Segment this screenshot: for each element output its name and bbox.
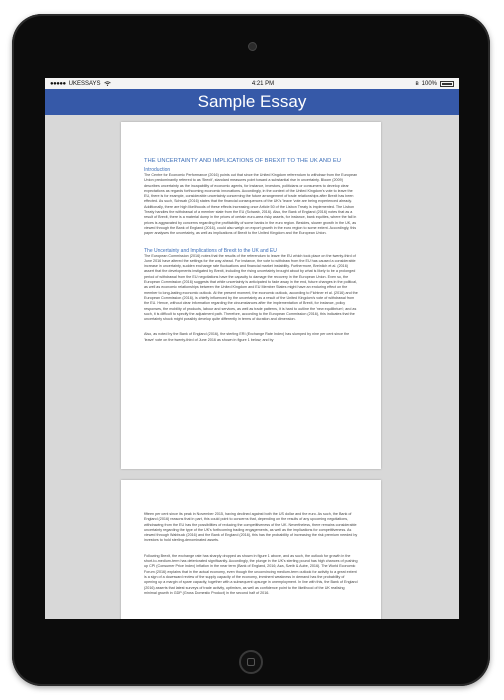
battery-label: 100%	[421, 80, 437, 87]
document-page-1	[121, 122, 381, 469]
intro-paragraph: The Centre for Economic Performance (2016) points out that since the United Kingdom referendum to withdraw from the European Union predominantly referred to as 'Brexit', standard measures point toward a substantial rise in uncertainty. Bloom (2009) describes uncertainty as the incapability of economic agents, for instance, investors, politicians or consumers to develop clear expectations as regards forthcoming economic innovations. Accordingly, in the context of the United Kingdom's vote to leave the EU, there is for example, considerable uncertainty concerning the future arrangement of trade relationships after Brexit has been effected. As such, Schwab (2016) states that the financial consequences of the UK's 'leave 'vote are being experienced already. Additionally, there are high likelihoods of these effects increasing once Article 50 of the Lisbon Treaty is implemented. The Lisbon Treaty handles the withdrawal of a member state from the EU (Schwab, 2016). Also, the Bank of England (2016) notes that as a result of Brexit, there is a material dump in the prices of certain euro-area risky assets, for instance, bank equities, where the fall in prices is aggravated by concerns regarding the profitability of some banks in the euro region. Besides, slower growth in the UK, as viewed through the Bank of England (2016), could also weigh on export growth in the euro region to some extent. Accordingly, this paper analyses the uncertainty, as well as implications of Brexit to the United Kingdom and the European Union.	[144, 173, 358, 236]
battery-icon	[440, 81, 454, 87]
carrier-label: UKESSAYS	[68, 80, 101, 87]
wifi-icon	[104, 81, 111, 86]
signal-icon: ●●●●●	[50, 80, 66, 87]
clock: 4:21 PM	[251, 80, 275, 87]
section-paragraph: The European Commission (2016) notes that the results of the referendum to leave the EU which took place on the twenty-third of June 2016 have altered the settings for the way ahead. For instance, the vote to withdraw from the EU has caused a considerable increase in uncertainty, sudden exchange rate fluctuations and financial market instability. Furthermore, Breinlich et al. (2016) assert that the developments instigated by Brexit, including the rising uncertainty brought about by what is likely to be a prolonged period of withdrawal from the EU negotiations have the capacity to damage the recovery in the European Union. Even so, the European Commission (2016) suggests that while uncertainty is anticipated to fade away in the end, future changes in the political, as well as economic relationships between the United Kingdom and EU Member States might have an enduring effect on the member to long-lasting economic outlook. At the present moment, the economic outlook, according to Fichtner et al. (2016) and the European Commission (2016), is chiefly influenced by the uncertainty as a result of the United Kingdom's vote of withdrawal from the EU. Hence, without clear information regarding the circumstances after the implementation of Brexit, for instance, policy responses, the mobility of products, labour and services, as well as trade patterns, it is hard to outline the 'new equilibrium'; and as such, it is difficult to specify the adjustment path. Therefore, according to the European Commission (2016), this indicates that the uncertainty shock might possibly develop quite differently in terms of duration and dimension.	[144, 253, 358, 322]
app-title: Sample Essay	[45, 89, 459, 115]
page2-paragraph-1: fifteen per cent since its peak in November 2015, having declined against both the US dollar and the euro. As such, the Bank of England (2016) reasons that in part, this could point to concerns that, depending on the results of any upcoming negotiations, withdrawing from the EU has the possibilities of reducing the competitiveness of the UK. Nevertheless, there remains considerable uncertainty regarding the type of the UK's forthcoming trading engagements, as well as the implications for competitiveness. As viewed through Wabbuck (2016) and the Bank of England (2016), this has the probability of increasing the risk premium needed by investors to hold sterling-denominated assets.	[144, 512, 358, 543]
closing-paragraph: Also, as noted by the Bank of England (2016), the sterling ERI (Exchange Rate Index) has slumped by nine per cent since the 'leave' vote on the twenty-third of June 2016 as shown in figure 1 below; and by	[144, 332, 350, 342]
home-button[interactable]	[239, 650, 263, 674]
status-bar	[45, 78, 459, 89]
front-camera	[248, 42, 257, 51]
essay-title: THE UNCERTAINTY AND IMPLICATIONS OF BREXIT TO THE UK AND EU	[144, 158, 341, 164]
document-viewer[interactable]	[45, 115, 459, 619]
page2-paragraph-2: Following Brexit, the exchange rate has sharply dropped as shown in figure 1 above, and as such, the outlook for growth in the short-to-medium-term has deteriorated significantly. Accordingly, the plunge in the UK's sterling pound has high chances of pushing up CPI (Consumer Price Index) inflation in the near term (Bank of England, 2016; Aza, Szeib & Aube, 2016). The World Economic Forum (2016) explains that in the actual economy, even though the unconvincing medium-term outlook for activity to a great extent is a sign of a downward review of the supply capacity of the economy, imminent weakness in demand has the probability of opening up a margin of spare capacity, together with a subsequent upsurge in unemployment. In line with this, the Bank of England (2016) asserts that latest surveys of trade activity, optimism, as well as confidence point to the likelihood of the UK realising minimal growth in GDP (Gross Domestic Product) in the second half of 2016.	[144, 553, 358, 595]
bluetooth-icon: ʙ	[415, 80, 419, 87]
intro-heading: Introduction	[144, 167, 171, 173]
screen	[45, 78, 459, 619]
document-page-2	[121, 480, 381, 619]
section-heading: The Uncertainty and Implications of Brexit to the UK and EU	[144, 247, 277, 254]
